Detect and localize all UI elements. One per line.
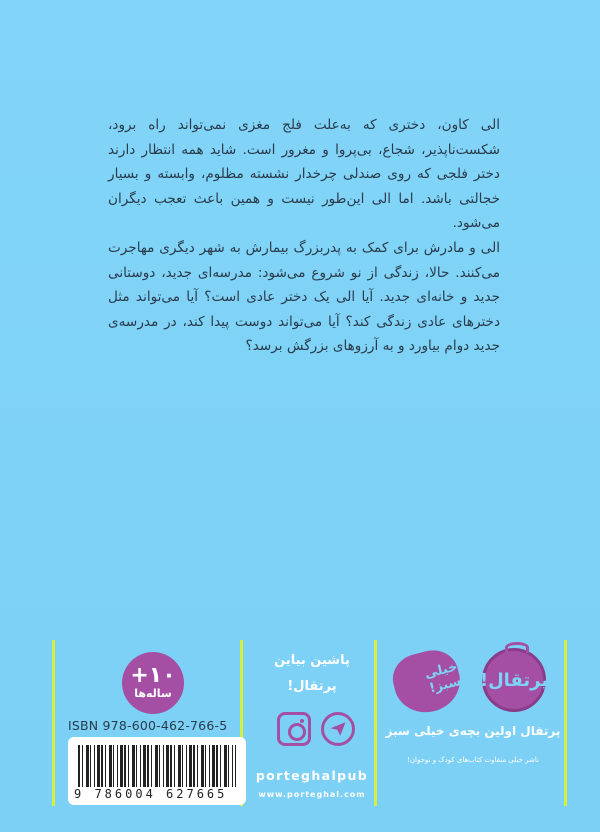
follow-line-1: پاشین بیاین bbox=[274, 653, 350, 668]
divider-line bbox=[52, 640, 55, 806]
age-rating-badge bbox=[122, 652, 184, 714]
instagram-icon bbox=[277, 712, 311, 746]
follow-line-2: پرتقال! bbox=[287, 679, 337, 694]
blurb-paragraph-2: الی و مادرش برای کمک به پدربزرگ بیمارش به شهر دیگری مهاجرت می‌کنند. حالا، زندگی از نو شروع می‌شود: مدرسه‌ای جدید، دوستانی جدید و خانه‌ای جدید. آیا الی یک دختر عادی است؟ آیا می‌تواند مثل دخترهای عادی زندگی کند؟ آیا می‌تواند دوست پیدا کند، در مدرسه‌ی جدید دوام بیاورد و به آرزوهای بزرگش برسد؟ bbox=[108, 239, 500, 355]
isbn-panel bbox=[60, 640, 242, 806]
divider-line bbox=[564, 640, 567, 806]
age-number: +۱۰ bbox=[130, 663, 176, 688]
bottom-info-panels bbox=[52, 640, 566, 806]
website-url: www.porteghal.com bbox=[258, 790, 366, 799]
barcode-bars bbox=[78, 745, 236, 789]
social-panel bbox=[248, 640, 376, 806]
blurb-paragraph-1: الی کاون، دختری که به‌علت فلج مغزی نمی‌تواند راه برود، شکست‌ناپذیر، شجاع، بی‌پروا و مغرور است. شاید همه انتظار دارند دختر فلجی که روی صندلی چرخدار نشسته مظلوم، وابسته و بسیار خجالتی باشد. اما الی این‌طور نیست و همین باعث تعجب دیگران می‌شود. bbox=[108, 117, 500, 232]
barcode bbox=[68, 737, 246, 805]
kheili-sabz-logo: خیلی سبز! bbox=[388, 645, 467, 719]
age-label: ساله‌ها bbox=[134, 687, 172, 700]
telegram-icon bbox=[321, 712, 355, 746]
porteghal-logo: پرتقال! bbox=[482, 648, 546, 712]
isbn-number: ISBN 978-600-462-766-5 bbox=[68, 718, 228, 733]
publisher-subtagline: ناشر خیلی متفاوت کتاب‌های کودک و نوجوان! bbox=[407, 756, 539, 764]
social-handle: porteghalpub bbox=[255, 768, 369, 783]
barcode-digits: 9 786004 627665 bbox=[74, 787, 242, 801]
social-icons bbox=[268, 712, 364, 752]
publisher-panel bbox=[382, 640, 564, 806]
follow-us-text bbox=[248, 648, 376, 700]
publisher-tagline: پرتقال اولین بچه‌ی خیلی سبز bbox=[385, 724, 561, 738]
book-blurb bbox=[108, 113, 500, 359]
